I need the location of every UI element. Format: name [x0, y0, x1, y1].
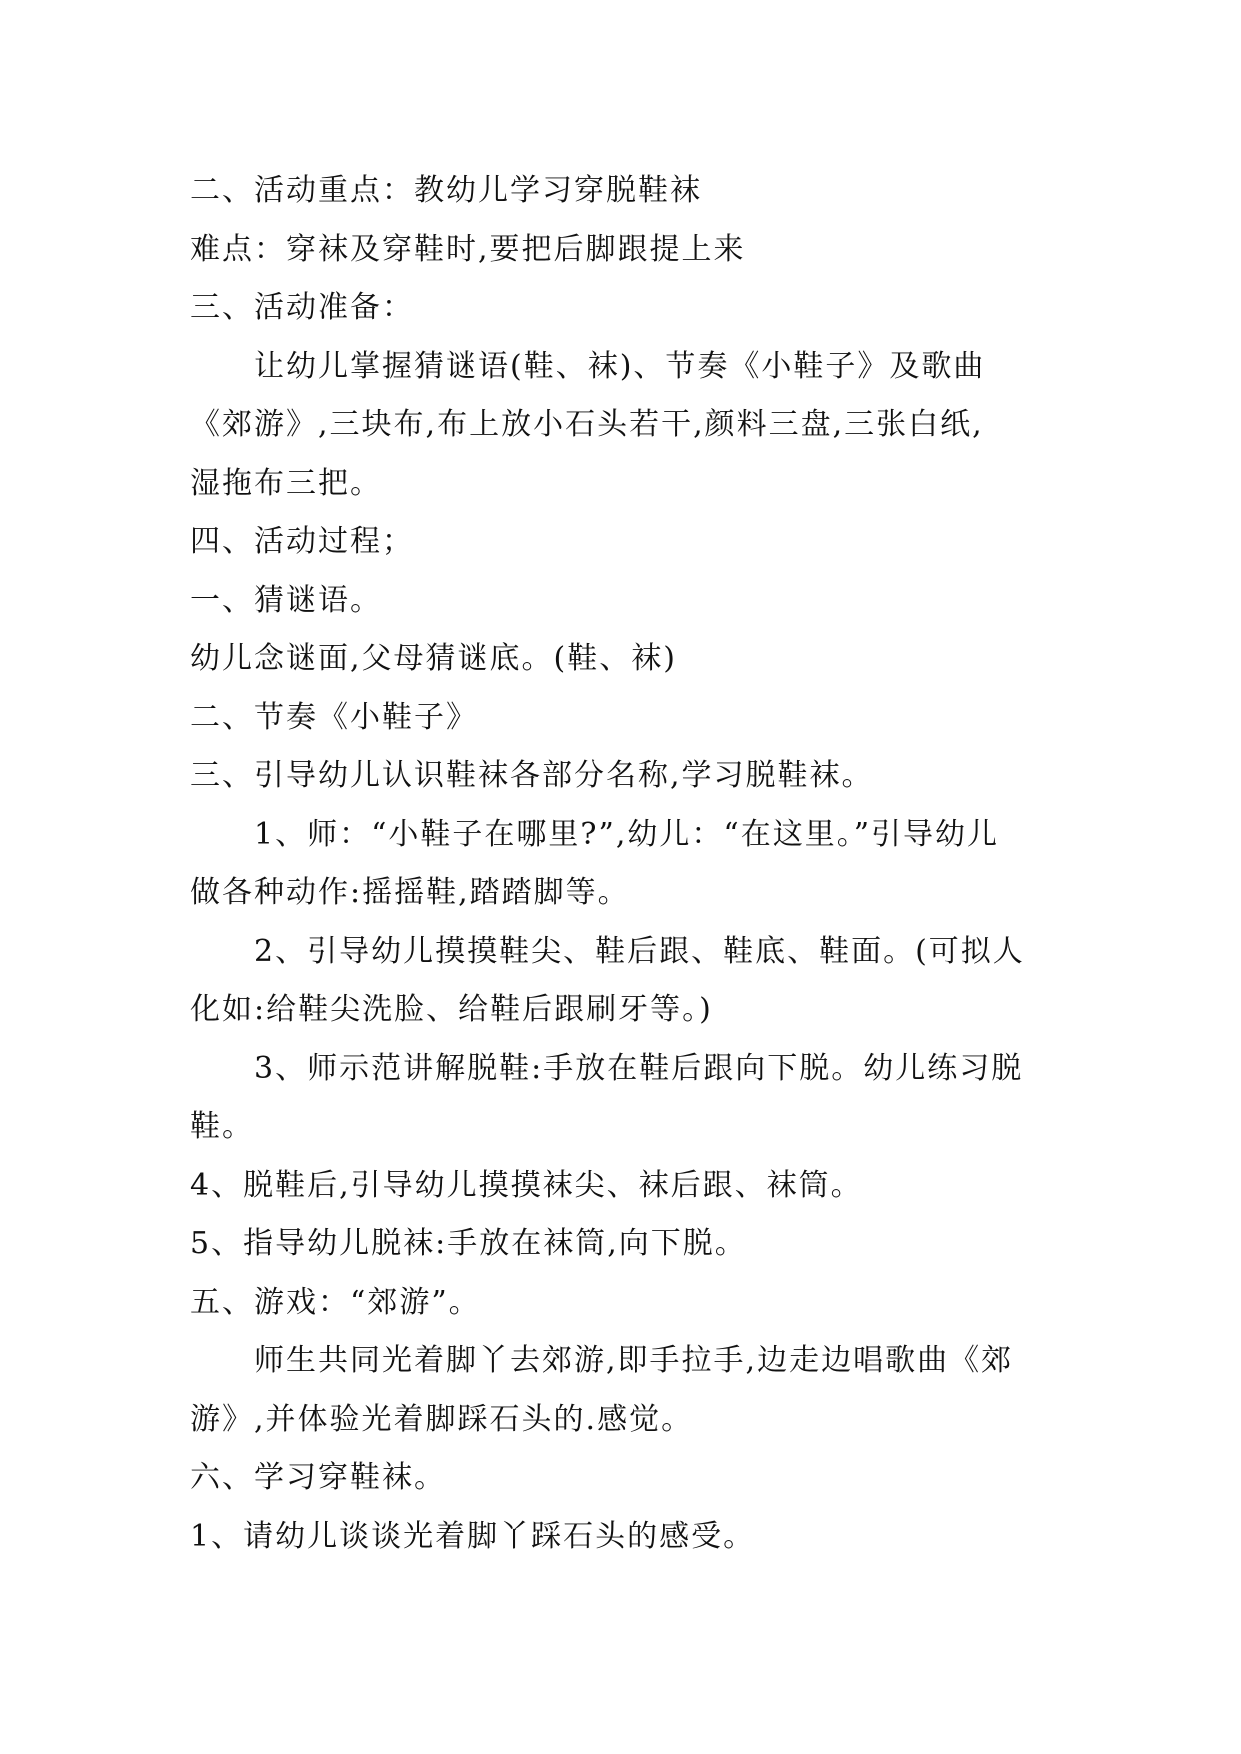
text-line: 做各种动作:摇摇鞋,踏踏脚等。 — [190, 875, 630, 910]
paragraph-riddle — [190, 630, 1052, 689]
text-line: 师生共同光着脚丫去郊游,即手拉手,边走边唱歌曲《郊 — [254, 1343, 1014, 1378]
text-line: 湿拖布三把。 — [190, 465, 382, 501]
text-line: 四、活动过程； — [190, 524, 414, 559]
text-line: 《郊游》,三块布,布上放小石头若干,颜料三盘,三张白纸, — [190, 407, 984, 442]
text-line: 1、师：“小鞋子在哪里?”,幼儿：“在这里。”引导幼儿 — [254, 816, 1000, 852]
text-line: 一、猜谜语。 — [190, 582, 382, 618]
list-item-1 — [190, 806, 1052, 923]
list-item-5 — [190, 1215, 1052, 1274]
text-line: 五、游戏：“郊游”。 — [190, 1284, 481, 1320]
text-line: 幼儿念谜面,父母猜谜底。(鞋、袜) — [190, 641, 677, 676]
list-item-4 — [190, 1157, 1052, 1216]
text-line: 六、学习穿鞋袜。 — [190, 1460, 446, 1495]
step-heading-rhythm — [190, 689, 1052, 748]
text-line: 让幼儿掌握猜谜语(鞋、袜)、节奏《小鞋子》及歌曲 — [254, 348, 986, 384]
list-item-wearing-1 — [190, 1508, 1052, 1567]
text-line: 5、指导幼儿脱袜:手放在袜筒,向下脱。 — [190, 1226, 747, 1261]
document-body — [190, 162, 1052, 1566]
text-line: 1、请幼儿谈谈光着脚丫踩石头的感受。 — [190, 1518, 756, 1554]
section-heading-preparation — [190, 279, 1052, 338]
step-heading-recognize — [190, 747, 1052, 806]
text-line: 化如:给鞋尖洗脸、给鞋后跟刷牙等。) — [190, 992, 713, 1027]
text-line: 难点：穿袜及穿鞋时,要把后脚跟提上来 — [190, 231, 746, 267]
paragraph-game — [190, 1332, 1052, 1449]
text-line: 3、师示范讲解脱鞋:手放在鞋后跟向下脱。幼儿练习脱 — [254, 1050, 1024, 1086]
section-heading-wearing — [190, 1449, 1052, 1508]
text-line: 三、引导幼儿认识鞋袜各部分名称,学习脱鞋袜。 — [190, 758, 874, 793]
list-item-2 — [190, 923, 1052, 1040]
step-heading-riddle — [190, 572, 1052, 631]
text-line: 2、引导幼儿摸摸鞋尖、鞋后跟、鞋底、鞋面。(可拟人 — [254, 933, 1025, 969]
paragraph-preparation-details — [190, 338, 1052, 514]
text-line: 鞋。 — [190, 1109, 254, 1144]
text-line: 二、活动重点：教幼儿学习穿脱鞋袜 — [190, 173, 702, 208]
text-line: 4、脱鞋后,引导幼儿摸摸袜尖、袜后跟、袜筒。 — [190, 1167, 863, 1203]
section-heading-activity-focus — [190, 162, 1052, 221]
section-heading-game — [190, 1274, 1052, 1333]
list-item-3 — [190, 1040, 1052, 1157]
text-line: 二、节奏《小鞋子》 — [190, 699, 478, 735]
text-line: 游》,并体验光着脚踩石头的.感觉。 — [190, 1401, 694, 1437]
paragraph-difficulty — [190, 221, 1052, 280]
text-line: 三、活动准备： — [190, 290, 414, 325]
section-heading-process — [190, 513, 1052, 572]
